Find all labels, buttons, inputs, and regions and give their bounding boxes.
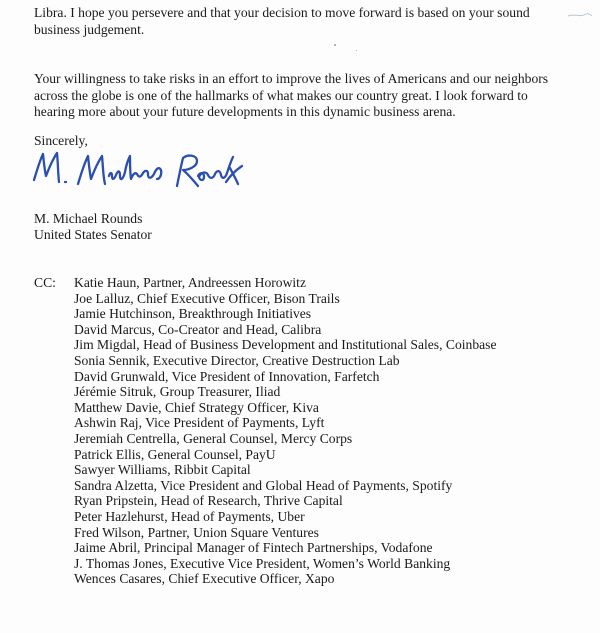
paragraph-willingness bbox=[34, 71, 574, 121]
cc-recipient: Sonia Sennik, Executive Director, Creative Destruction Lab bbox=[74, 352, 400, 368]
cc-recipient: Ashwin Raj, Vice President of Payments, Lyft bbox=[74, 415, 325, 431]
paragraph-line: Your willingness to take risks in an effort to improve the lives of Americans and our neighbors bbox=[34, 71, 549, 86]
cc-recipient-list bbox=[74, 275, 496, 587]
cc-recipient: Jeremiah Centrella, General Counsel, Mercy Corps bbox=[74, 430, 353, 446]
cc-recipient: David Marcus, Co-Creator and Head, Calibra bbox=[74, 321, 322, 337]
cc-recipient: Fred Wilson, Partner, Union Square Ventures bbox=[74, 524, 319, 540]
cc-recipient: Joe Lalluz, Chief Executive Officer, Bison Trails bbox=[74, 290, 340, 306]
scan-mark bbox=[566, 10, 594, 20]
cc-recipient: Jamie Hutchinson, Breakthrough Initiatives bbox=[74, 306, 312, 322]
cc-recipient: Katie Haun, Partner, Andreessen Horowitz bbox=[74, 275, 306, 290]
cc-recipient: Jérémie Sitruk, Group Treasurer, Iliad bbox=[74, 384, 281, 400]
cc-recipient: Jim Migdal, Head of Business Development and Institutional Sales, Coinbase bbox=[74, 337, 497, 353]
scan-speck bbox=[356, 50, 357, 51]
cc-label: CC: bbox=[34, 275, 56, 290]
paragraph-line: Libra. I hope you persevere and that your decision to move forward is based on your sound bbox=[34, 5, 530, 20]
cc-recipient: Peter Hazlehurst, Head of Payments, Uber bbox=[74, 508, 305, 524]
paragraph-line: business judgement. bbox=[34, 21, 145, 37]
signer-name: M. Michael Rounds bbox=[34, 211, 143, 226]
paragraph-libra bbox=[34, 5, 574, 38]
signature-image bbox=[30, 146, 245, 198]
cc-recipient: J. Thomas Jones, Executive Vice President, Women’s World Banking bbox=[74, 555, 451, 571]
cc-recipient: Matthew Davie, Chief Strategy Officer, Kiva bbox=[74, 399, 319, 415]
cc-recipient: David Grunwald, Vice President of Innovation, Farfetch bbox=[74, 368, 380, 384]
cc-recipient: Sandra Alzetta, Vice President and Global Head of Payments, Spotify bbox=[74, 477, 453, 493]
cc-recipient: Jaime Abril, Principal Manager of Fintech Partnerships, Vodafone bbox=[74, 540, 433, 556]
closing-salutation: Sincerely, bbox=[34, 133, 88, 148]
cc-recipient: Ryan Pripstein, Head of Research, Thrive Capital bbox=[74, 493, 343, 509]
scan-speck bbox=[334, 44, 336, 46]
cc-recipient: Sawyer Williams, Ribbit Capital bbox=[74, 462, 251, 478]
paragraph-line: across the globe is one of the hallmarks of what makes our country great. I look forward to bbox=[34, 87, 528, 103]
cc-recipient: Patrick Ellis, General Counsel, PayU bbox=[74, 446, 276, 462]
signer-title: United States Senator bbox=[34, 227, 152, 242]
paragraph-line: hearing more about your future developments in this dynamic business arena. bbox=[34, 104, 456, 119]
cc-recipient: Wences Casares, Chief Executive Officer, Xapo bbox=[74, 571, 335, 587]
